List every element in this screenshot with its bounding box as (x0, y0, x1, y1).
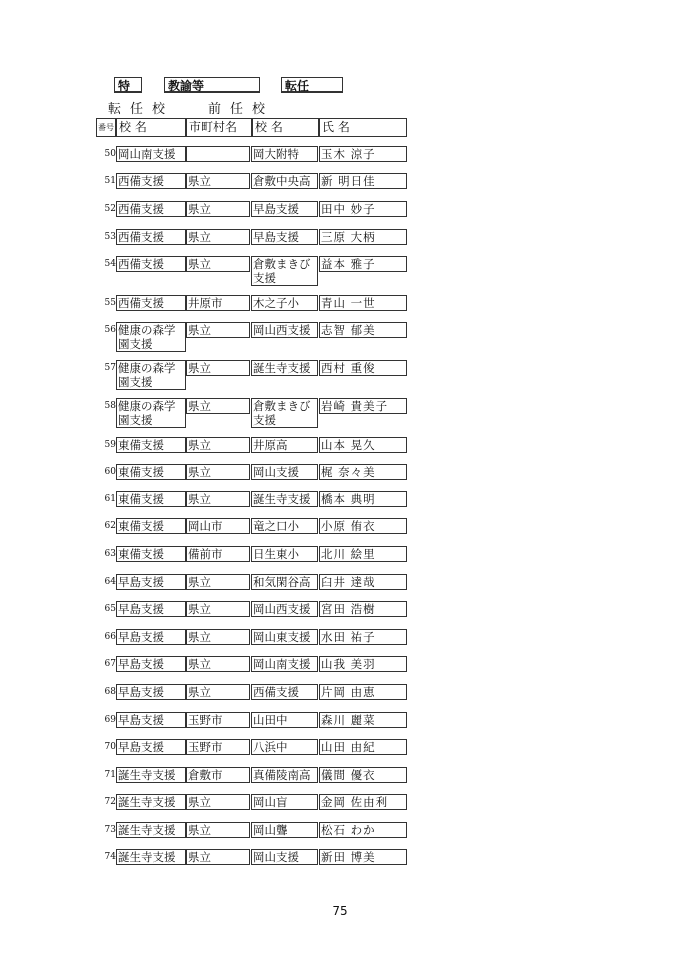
previous-school-cell: 誕生寺支援 (251, 491, 318, 507)
previous-school-cell: 岡山西支援 (251, 601, 318, 617)
previous-school-cell: 岡山支援 (251, 849, 318, 865)
row-number: 51 (104, 176, 116, 186)
person-name-cell: 志智 郁美 (319, 322, 407, 338)
new-school-cell: 早島支援 (116, 629, 186, 645)
new-school-cell: 東備支援 (116, 518, 186, 534)
new-school-cell: 西備支援 (116, 201, 186, 217)
person-name-cell: 新田 博美 (319, 849, 407, 865)
previous-school-cell: 倉敷中央高 (251, 173, 318, 189)
row-number: 65 (104, 604, 116, 614)
person-name-cell: 片岡 由恵 (319, 684, 407, 700)
row-number: 53 (104, 232, 116, 242)
row-number: 54 (104, 259, 116, 269)
person-name-cell: 松石 わか (319, 822, 407, 838)
municipality-cell: 備前市 (186, 546, 250, 562)
previous-school-cell: 倉敷まきび支援 (251, 256, 318, 286)
municipality-cell: 県立 (186, 322, 250, 338)
new-school-cell: 健康の森学園支援 (116, 360, 186, 390)
row-number: 71 (104, 770, 116, 780)
new-school-cell: 早島支援 (116, 684, 186, 700)
person-name-cell: 山我 美羽 (319, 656, 407, 672)
new-school-cell: 誕生寺支援 (116, 767, 186, 783)
col-header-municipality: 市町村名 (186, 118, 252, 137)
row-number: 58 (104, 401, 116, 411)
previous-school-cell: 岡山聾 (251, 822, 318, 838)
person-name-cell: 青山 一世 (319, 295, 407, 311)
municipality-cell: 玉野市 (186, 712, 250, 728)
person-name-cell: 儀間 優衣 (319, 767, 407, 783)
municipality-cell: 県立 (186, 629, 250, 645)
municipality-cell: 県立 (186, 201, 250, 217)
municipality-cell: 岡山市 (186, 518, 250, 534)
new-school-cell: 西備支援 (116, 256, 186, 272)
person-name-cell: 西村 重俊 (319, 360, 407, 376)
municipality-cell: 県立 (186, 656, 250, 672)
row-number: 56 (104, 325, 116, 335)
new-school-cell: 健康の森学園支援 (116, 398, 186, 428)
row-number: 62 (104, 521, 116, 531)
row-number: 66 (104, 632, 116, 642)
new-school-cell: 西備支援 (116, 173, 186, 189)
row-number: 70 (104, 742, 116, 752)
row-number: 67 (104, 659, 116, 669)
new-school-cell: 早島支援 (116, 739, 186, 755)
new-school-cell: 早島支援 (116, 601, 186, 617)
previous-school-cell: 井原高 (251, 437, 318, 453)
previous-school-cell: 真備陵南高 (251, 767, 318, 783)
previous-school-cell: 誕生寺支援 (251, 360, 318, 376)
row-number: 73 (104, 825, 116, 835)
municipality-cell: 県立 (186, 398, 250, 414)
new-school-cell: 健康の森学園支援 (116, 322, 186, 352)
row-number: 64 (104, 577, 116, 587)
new-school-cell: 西備支援 (116, 229, 186, 245)
new-school-cell: 岡山南支援 (116, 146, 186, 162)
new-school-cell: 早島支援 (116, 656, 186, 672)
person-name-cell: 宮田 浩樹 (319, 601, 407, 617)
municipality-cell: 県立 (186, 256, 250, 272)
municipality-cell: 県立 (186, 229, 250, 245)
municipality-cell: 倉敷市 (186, 767, 250, 783)
row-number: 63 (104, 549, 116, 559)
col-header-prev-school: 校 名 (252, 118, 319, 137)
previous-school-heading: 前任校 (208, 102, 275, 117)
person-name-cell: 臼井 達哉 (319, 574, 407, 590)
col-header-number: 番号 (96, 118, 116, 137)
new-school-cell: 東備支援 (116, 437, 186, 453)
person-name-cell: 三原 大柄 (319, 229, 407, 245)
new-school-heading: 転任校 (108, 102, 175, 117)
previous-school-cell: 日生東小 (251, 546, 318, 562)
municipality-cell: 県立 (186, 684, 250, 700)
row-number: 59 (104, 440, 116, 450)
municipality-cell: 県立 (186, 360, 250, 376)
person-name-cell: 梶 奈々美 (319, 464, 407, 480)
person-name-cell: 玉木 涼子 (319, 146, 407, 162)
previous-school-cell: 山田中 (251, 712, 318, 728)
new-school-cell: 東備支援 (116, 491, 186, 507)
row-number: 57 (104, 363, 116, 373)
row-number: 61 (104, 494, 116, 504)
row-number: 74 (104, 852, 116, 862)
previous-school-cell: 岡大附特 (251, 146, 318, 162)
person-name-cell: 新 明日佳 (319, 173, 407, 189)
person-name-cell: 山田 由紀 (319, 739, 407, 755)
person-name-cell: 北川 絵里 (319, 546, 407, 562)
person-name-cell: 金岡 佐由利 (319, 794, 407, 810)
row-number: 68 (104, 687, 116, 697)
col-header-school: 校 名 (116, 118, 186, 137)
previous-school-cell: 竜之口小 (251, 518, 318, 534)
municipality-cell: 県立 (186, 849, 250, 865)
new-school-cell: 東備支援 (116, 546, 186, 562)
municipality-cell: 玉野市 (186, 739, 250, 755)
municipality-cell: 県立 (186, 794, 250, 810)
row-number: 72 (104, 797, 116, 807)
transfer-type-label: 転任 (281, 77, 343, 93)
person-name-cell: 岩崎 貴美子 (319, 398, 407, 414)
new-school-cell: 誕生寺支援 (116, 822, 186, 838)
new-school-cell: 早島支援 (116, 574, 186, 590)
previous-school-cell: 岡山南支援 (251, 656, 318, 672)
person-name-cell: 森川 麗菜 (319, 712, 407, 728)
row-number: 50 (104, 149, 116, 159)
new-school-cell: 西備支援 (116, 295, 186, 311)
new-school-cell: 早島支援 (116, 712, 186, 728)
page-number: 75 (332, 904, 348, 918)
previous-school-cell: 木之子小 (251, 295, 318, 311)
person-name-cell: 橋本 典明 (319, 491, 407, 507)
previous-school-cell: 早島支援 (251, 201, 318, 217)
municipality-cell: 県立 (186, 464, 250, 480)
row-number: 55 (104, 298, 116, 308)
row-number: 60 (104, 467, 116, 477)
municipality-cell: 県立 (186, 574, 250, 590)
municipality-cell: 県立 (186, 601, 250, 617)
municipality-cell: 県立 (186, 491, 250, 507)
previous-school-cell: 岡山西支援 (251, 322, 318, 338)
municipality-cell: 県立 (186, 822, 250, 838)
new-school-cell: 東備支援 (116, 464, 186, 480)
previous-school-cell: 西備支援 (251, 684, 318, 700)
person-name-cell: 田中 妙子 (319, 201, 407, 217)
previous-school-cell: 早島支援 (251, 229, 318, 245)
new-school-cell: 誕生寺支援 (116, 849, 186, 865)
municipality-cell: 井原市 (186, 295, 250, 311)
previous-school-cell: 岡山盲 (251, 794, 318, 810)
category-label: 特 (114, 77, 142, 93)
position-label: 教諭等 (164, 77, 260, 93)
person-name-cell: 益本 雅子 (319, 256, 407, 272)
person-name-cell: 水田 祐子 (319, 629, 407, 645)
municipality-cell: 県立 (186, 173, 250, 189)
previous-school-cell: 和気閑谷高 (251, 574, 318, 590)
new-school-cell: 誕生寺支援 (116, 794, 186, 810)
person-name-cell: 小原 侑衣 (319, 518, 407, 534)
col-header-name: 氏 名 (319, 118, 407, 137)
row-number: 69 (104, 715, 116, 725)
previous-school-cell: 八浜中 (251, 739, 318, 755)
person-name-cell: 山本 晃久 (319, 437, 407, 453)
previous-school-cell: 倉敷まきび支援 (251, 398, 318, 428)
previous-school-cell: 岡山支援 (251, 464, 318, 480)
municipality-cell: 県立 (186, 437, 250, 453)
row-number: 52 (104, 204, 116, 214)
municipality-cell (186, 146, 250, 162)
previous-school-cell: 岡山東支援 (251, 629, 318, 645)
